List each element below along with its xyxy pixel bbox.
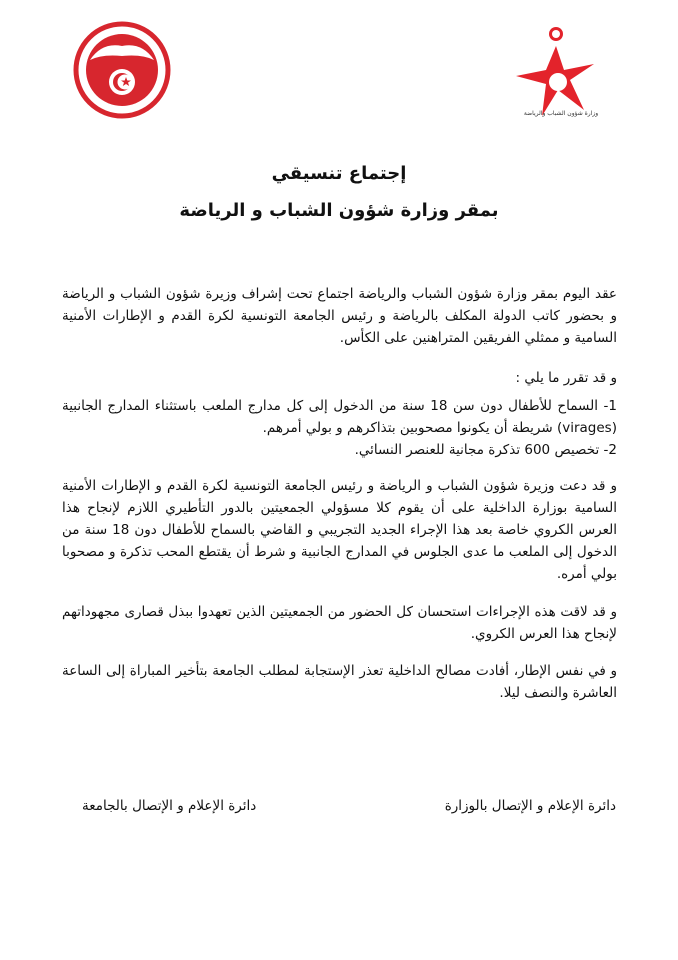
ministry-logo-caption: وزارة شؤون الشباب والرياضة	[523, 110, 599, 117]
ministry-star-icon	[506, 18, 616, 118]
page-title: إجتماع تنسيقي	[271, 163, 407, 184]
ministry-signature: دائرة الإعلام و الإتصال بالوزارة	[444, 798, 616, 814]
page-subtitle: بمقر وزارة شؤون الشباب و الرياضة	[179, 200, 499, 221]
federation-signature: دائرة الإعلام و الإتصال بالجامعة	[82, 798, 257, 814]
ministry-logo	[506, 18, 616, 138]
ftf-logo	[72, 20, 172, 120]
approval-paragraph: و قد لاقت هذه الإجراءات استحسان كل الحضور من الجمعيتين الذين تعهدوا ببذل قصارى مجهوداتهم لإنجاح هذا العرس الكروي.	[62, 604, 617, 642]
interior-paragraph: و في نفس الإطار، أفادت مصالح الداخلية تعذر الإستجابة لمطلب الجامعة بتأخير المباراة إلى الساعة العاشرة والنصف ليلا.	[62, 663, 617, 701]
intro-paragraph: عقد اليوم بمقر وزارة شؤون الشباب والرياضة اجتماع تحت إشراف وزيرة شؤون الشباب و الرياضة و بحضور كاتب الدولة المكلف بالرياضة و رئيس الجامعة التونسية لكرة القدم و الإطارات الأمنية السامية و ممثلي الفريقين المتراهنين على الكأس.	[62, 286, 617, 346]
decision-item-2: 2- تخصيص 600 تذكرة مجانية للعنصر النسائي.	[354, 442, 617, 458]
ftf-emblem-icon	[72, 20, 172, 120]
decision-item-1: 1- السماح للأطفال دون سن 18 سنة من الدخول إلى كل مدارج الملعب باستثناء المدارج الجانبية (virages) شريطة أن يكونوا مصحوبين بتذاكرهم و بولي أمرهم.	[62, 398, 617, 436]
decided-paragraph: و قد تقرر ما يلي :	[515, 370, 617, 386]
call-paragraph: و قد دعت وزيرة شؤون الشباب و الرياضة و رئيس الجامعة التونسية لكرة القدم و الإطارات الأمنية السامية بوزارة الداخلية على أن يقوم كلا مسؤولي الجمعيتين بالدور التأطيري اللازم لإنجاح هذا العرس الكروي خاصة بعد هذا الإجراء الجديد التجريبي و القاضي بالسماح للأطفال دون 18 سنة من الدخول إلى الملعب ما عدى الجلوس في المدارج الجانبية و شرط أن يقتطع المحب تذكرة و مصحوبا بولي أمره.	[62, 478, 618, 582]
